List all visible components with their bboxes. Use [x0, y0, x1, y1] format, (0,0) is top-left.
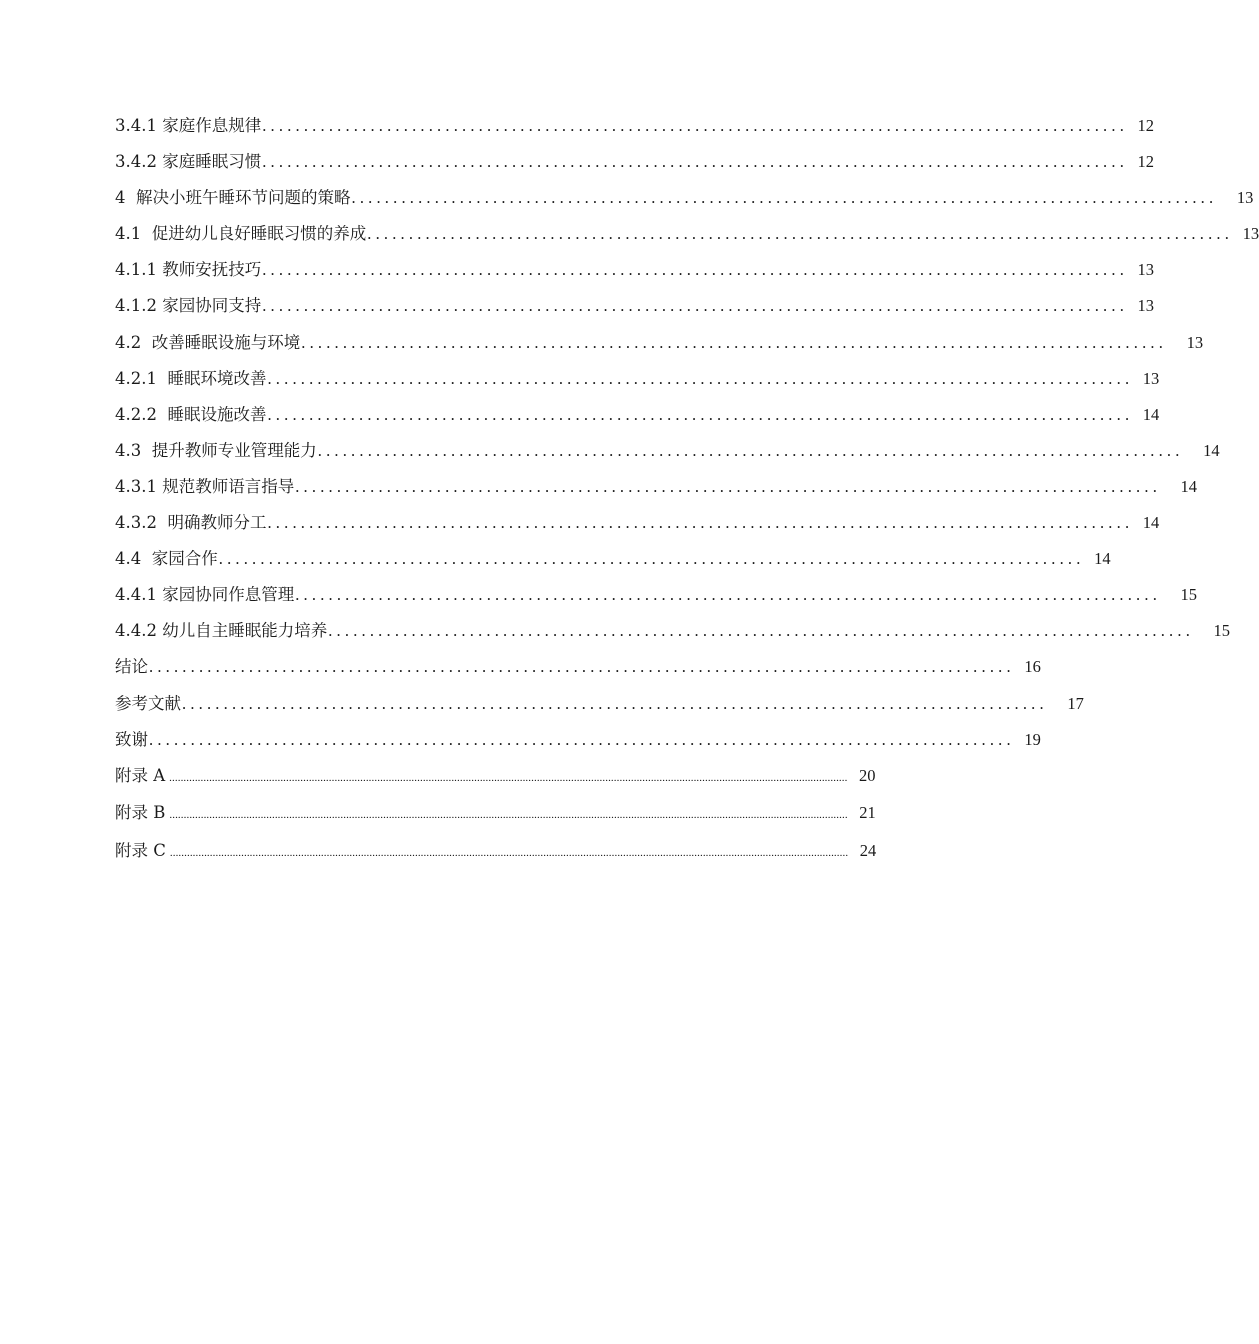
- toc-dot-leader: ........................................................................................................: [317, 440, 1184, 460]
- toc-entry-title: 家庭作息规律: [162, 116, 262, 135]
- toc-entry[interactable]: [115, 112, 1155, 148]
- toc-entry[interactable]: [115, 329, 1204, 365]
- toc-entry-title: 致谢: [115, 729, 148, 749]
- toc-entry-title: 睡眠设施改善: [167, 404, 267, 424]
- toc-entry-title: 家园合作: [151, 549, 218, 569]
- toc-entry[interactable]: [115, 365, 1160, 401]
- toc-entry[interactable]: [115, 148, 1155, 184]
- toc-dot-leader: ..............................................................................................................................................................................................................................................: [169, 771, 848, 784]
- toc-dot-leader: ........................................................................................................: [328, 621, 1195, 641]
- toc-entry-number: 4.4: [115, 549, 142, 569]
- toc-entry-page: 13: [1137, 296, 1155, 316]
- toc-dot-leader: ........................................................................................................: [262, 260, 1129, 280]
- toc-entry-title: 家园协同支持: [162, 296, 262, 316]
- toc-entry[interactable]: [115, 292, 1155, 328]
- toc-entry-number: 4.1.1: [115, 260, 157, 280]
- toc-entry[interactable]: [115, 401, 1160, 437]
- toc-dot-leader: ........................................................................................................: [262, 152, 1129, 172]
- toc-dot-leader: ........................................................................................................: [262, 296, 1129, 316]
- toc-entry-title: 提升教师专业管理能力: [151, 440, 317, 460]
- toc-entry[interactable]: [115, 473, 1198, 509]
- toc-entry-title: 规范教师语言指导: [162, 476, 295, 496]
- toc-dot-leader: ........................................................................................................: [295, 476, 1162, 496]
- toc-dot-leader: ........................................................................................................: [267, 513, 1134, 533]
- toc-entry-page: 19: [1024, 729, 1041, 749]
- toc-entry[interactable]: [115, 617, 1231, 653]
- toc-entry-page: 13: [1242, 224, 1259, 244]
- toc-entry-page: 13: [1137, 260, 1155, 280]
- toc-entry-number: 4.2.2: [115, 404, 157, 424]
- toc-entry-page: 12: [1137, 116, 1155, 135]
- toc-entry[interactable]: [115, 509, 1160, 545]
- toc-entry-page: 17: [1067, 693, 1084, 713]
- toc-dot-leader: ........................................................................................................: [182, 693, 1048, 713]
- toc-dot-leader: ........................................................................................................: [149, 729, 1015, 749]
- toc-entry-title: 家庭睡眠习惯: [162, 152, 262, 172]
- toc-dot-leader: ..............................................................................................................................................................................................................................................: [169, 846, 849, 859]
- toc-entry-title: 睡眠环境改善: [167, 368, 267, 388]
- toc-entry-number: 4.3: [115, 440, 142, 460]
- toc-dot-leader: ........................................................................................................: [262, 116, 1129, 135]
- toc-entry[interactable]: [115, 837, 877, 875]
- toc-entry-page: 13: [1186, 332, 1204, 352]
- toc-entry-title: 参考文献: [115, 693, 181, 713]
- toc-entry[interactable]: [115, 762, 876, 800]
- toc-entry-page: 20: [858, 765, 876, 785]
- toc-entry-title: 附录 B: [115, 803, 166, 823]
- toc-entry-page: 12: [1137, 152, 1155, 172]
- toc-entry-title: 促进幼儿良好睡眠习惯的养成: [151, 224, 367, 244]
- toc-dot-leader: ........................................................................................................: [295, 585, 1162, 605]
- toc-entry-number: 4.1.2: [115, 296, 157, 316]
- toc-entry-title: 附录 A: [115, 765, 166, 785]
- toc-entry-number: 4.1: [115, 224, 142, 244]
- toc-entry-page: 14: [1203, 440, 1220, 460]
- toc-entry-title: 明确教师分工: [167, 513, 267, 533]
- toc-entry-number: 4.2.1: [115, 368, 157, 388]
- toc-entry[interactable]: [115, 437, 1220, 473]
- toc-entry-page: 16: [1024, 657, 1041, 677]
- toc-entry-title: 家园协同作息管理: [162, 585, 295, 605]
- toc-entry-number: 4: [115, 188, 126, 208]
- toc-entry-page: 14: [1094, 549, 1111, 569]
- toc-entry-title: 教师安抚技巧: [162, 260, 262, 280]
- toc-dot-leader: ........................................................................................................: [301, 332, 1168, 352]
- toc-entry-page: 13: [1236, 188, 1254, 208]
- toc-entry-number: 4.2: [115, 332, 142, 352]
- toc-entry[interactable]: [115, 690, 1084, 726]
- toc-entry[interactable]: [115, 184, 1254, 220]
- toc-entry-page: 15: [1180, 585, 1198, 605]
- toc-entry-number: 4.4.2: [115, 621, 157, 641]
- toc-entry-page: 24: [859, 840, 877, 860]
- toc-entry[interactable]: [115, 726, 1041, 762]
- toc-entry-page: 14: [1142, 513, 1160, 533]
- toc-entry[interactable]: [115, 581, 1198, 617]
- toc-entry-number: 3.4.1: [115, 116, 157, 135]
- toc-entry-title: 结论: [115, 657, 148, 677]
- toc-entry-page: 14: [1180, 476, 1198, 496]
- toc-entry-page: 13: [1142, 368, 1160, 388]
- toc-dot-leader: ........................................................................................................: [267, 368, 1134, 388]
- toc-dot-leader: ........................................................................................................: [218, 549, 1085, 569]
- toc-entry-title: 附录 C: [115, 840, 166, 860]
- toc-entry-page: 15: [1213, 621, 1231, 641]
- toc-dot-leader: ........................................................................................................: [351, 188, 1218, 208]
- toc-entry[interactable]: [115, 256, 1155, 292]
- toc-entry[interactable]: [115, 799, 876, 837]
- toc-entry[interactable]: [115, 220, 1259, 256]
- toc-entry-title: 解决小班午睡环节问题的策略: [136, 188, 351, 208]
- toc-dot-leader: ..............................................................................................................................................................................................................................................: [169, 809, 848, 822]
- toc-dot-leader: ........................................................................................................: [367, 224, 1234, 244]
- toc-entry-page: 14: [1142, 404, 1160, 424]
- toc-entry-title: 幼儿自主睡眠能力培养: [162, 621, 328, 641]
- toc-entry-number: 4.3.2: [115, 513, 157, 533]
- toc-entry[interactable]: [115, 545, 1111, 581]
- toc-dot-leader: ........................................................................................................: [267, 404, 1134, 424]
- toc-entry-number: 4.4.1: [115, 585, 157, 605]
- toc-entry-number: 3.4.2: [115, 152, 157, 172]
- toc-entry-page: 21: [859, 803, 876, 823]
- toc-entry-number: 4.3.1: [115, 476, 157, 496]
- table-of-contents: [115, 112, 1259, 874]
- toc-entry-title: 改善睡眠设施与环境: [151, 332, 301, 352]
- toc-entry[interactable]: [115, 653, 1041, 689]
- toc-dot-leader: ........................................................................................................: [149, 657, 1015, 677]
